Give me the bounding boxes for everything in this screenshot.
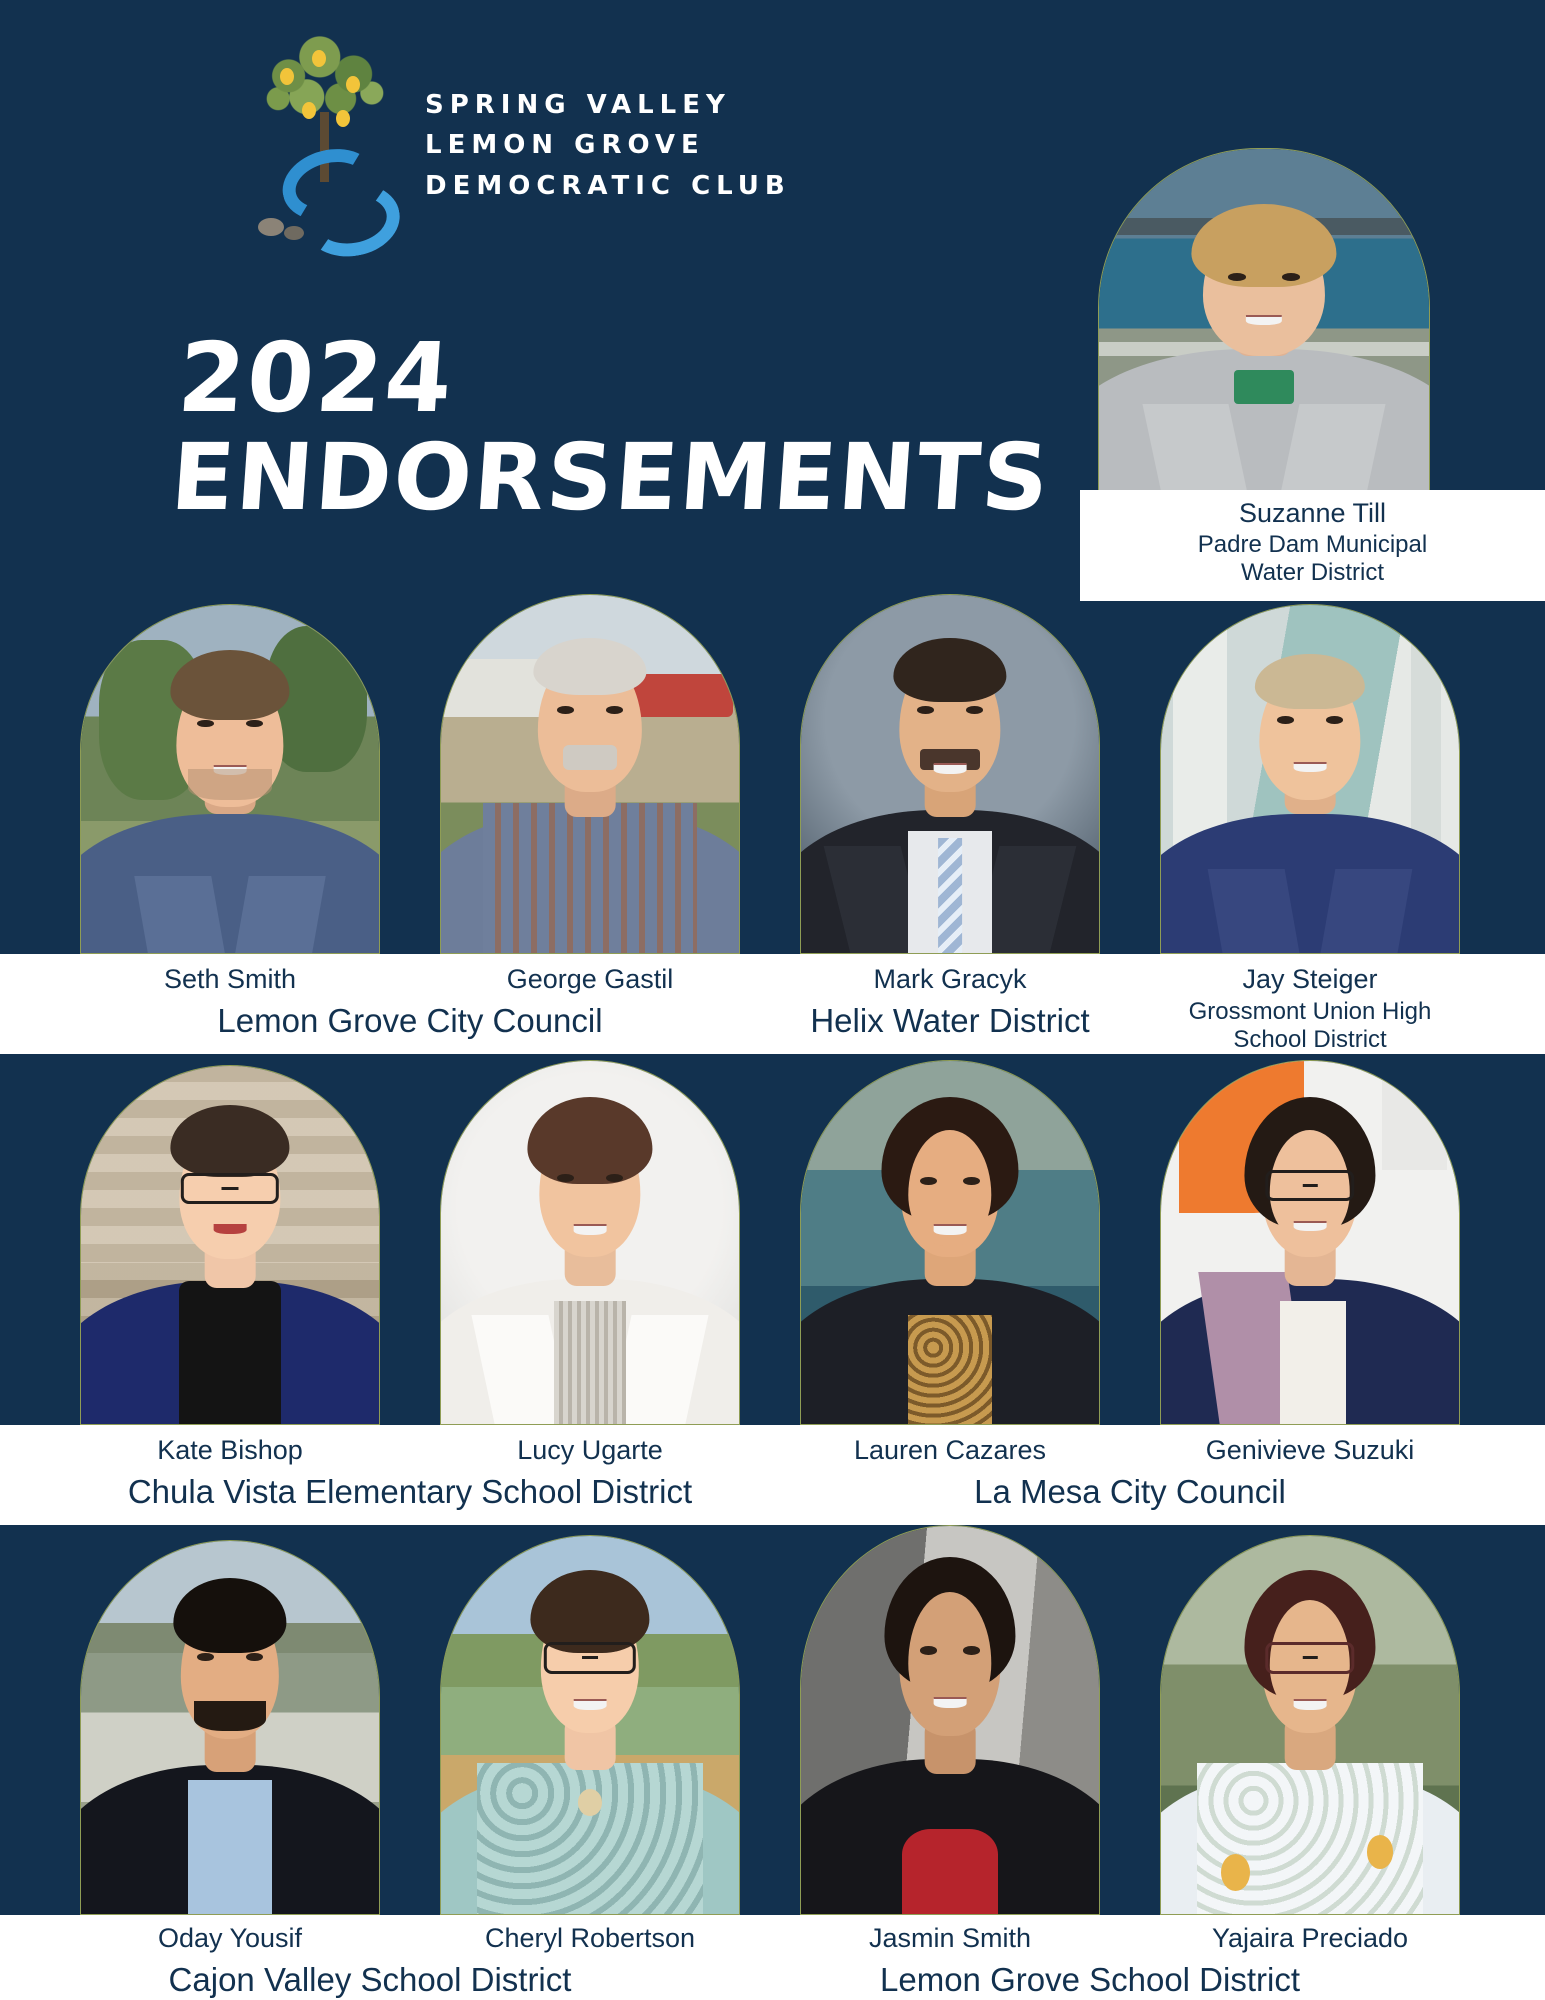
portrait-photo bbox=[1098, 148, 1430, 495]
rock-icon bbox=[284, 226, 304, 240]
candidate-name: Mark Gracyk bbox=[873, 964, 1027, 994]
club-name bbox=[425, 85, 845, 206]
row-3-caption-band bbox=[0, 1915, 1545, 2000]
club-name-line-1: SPRING VALLEY bbox=[425, 90, 731, 120]
club-logo bbox=[250, 30, 791, 245]
candidate-photo-cheryl-robertson bbox=[440, 1535, 740, 1915]
candidate-name: Jay Steiger bbox=[1242, 964, 1378, 994]
candidate-photo-genivieve-suzuki bbox=[1160, 1060, 1460, 1425]
candidate-name: George Gastil bbox=[506, 964, 674, 994]
rock-icon bbox=[258, 218, 284, 236]
candidate-photo-oday-yousif bbox=[80, 1540, 380, 1915]
candidate-photo-jay-steiger bbox=[1160, 604, 1460, 954]
office-title: Lemon Grove School District bbox=[880, 1961, 1300, 1998]
lemon-icon bbox=[280, 68, 294, 85]
candidate-name: Jasmin Smith bbox=[868, 1923, 1032, 1953]
candidate-name: Lucy Ugarte bbox=[517, 1435, 663, 1465]
candidate-name: Genivieve Suzuki bbox=[1205, 1435, 1415, 1465]
office-title: Grossmont Union High School District bbox=[1188, 998, 1432, 1053]
candidate-photo-yajaira-preciado bbox=[1160, 1535, 1460, 1915]
office-title: Lemon Grove City Council bbox=[217, 1002, 603, 1039]
endorsement-row-2 bbox=[0, 1065, 1545, 1525]
poster-title bbox=[167, 322, 1054, 531]
lemon-icon bbox=[302, 102, 316, 119]
candidate-name: Lauren Cazares bbox=[853, 1435, 1047, 1465]
candidate-office-line-1: Padre Dam Municipal bbox=[1197, 531, 1428, 558]
office-title: Chula Vista Elementary School District bbox=[127, 1473, 693, 1510]
candidate-name: Oday Yousif bbox=[157, 1923, 303, 1953]
candidate-name: Cheryl Robertson bbox=[484, 1923, 696, 1953]
candidate-photo-lucy-ugarte bbox=[440, 1060, 740, 1425]
candidate-office-line-2: Water District bbox=[1240, 558, 1385, 586]
candidate-name: Yajaira Preciado bbox=[1211, 1923, 1409, 1953]
candidate-name: Suzanne Till bbox=[1238, 498, 1387, 528]
poster-title-word: ENDORSEMENTS bbox=[167, 424, 1054, 531]
office-title: Cajon Valley School District bbox=[168, 1961, 572, 1998]
office-title: Helix Water District bbox=[810, 1002, 1090, 1039]
candidate-photo-kate-bishop bbox=[80, 1065, 380, 1425]
office-title: La Mesa City Council bbox=[974, 1473, 1286, 1510]
lemon-icon bbox=[346, 76, 360, 93]
lemon-tree-with-stream-logo bbox=[250, 30, 410, 245]
endorsement-row-1 bbox=[0, 604, 1545, 1054]
candidate-photo-george-gastil bbox=[440, 594, 740, 954]
featured-candidate-photo-suzanne-till bbox=[1098, 148, 1428, 493]
candidate-name: Kate Bishop bbox=[157, 1435, 303, 1465]
poster-title-year: 2024 bbox=[174, 322, 458, 434]
lemon-icon bbox=[312, 50, 326, 67]
club-name-line-3: DEMOCRATIC CLUB bbox=[425, 170, 791, 201]
featured-candidate-caption bbox=[1080, 490, 1545, 601]
candidate-photo-jasmin-smith bbox=[800, 1525, 1100, 1915]
club-name-line-2: LEMON GROVE bbox=[425, 130, 705, 161]
endorsement-row-3 bbox=[0, 1540, 1545, 2000]
lemon-icon bbox=[336, 110, 350, 127]
row-1-caption-band bbox=[0, 954, 1545, 1054]
stream-icon bbox=[264, 150, 399, 238]
candidate-photo-seth-smith bbox=[80, 604, 380, 954]
candidate-photo-mark-gracyk bbox=[800, 594, 1100, 954]
candidate-name: Seth Smith bbox=[163, 964, 297, 994]
row-2-caption-band bbox=[0, 1425, 1545, 1525]
candidate-photo-lauren-cazares bbox=[800, 1060, 1100, 1425]
